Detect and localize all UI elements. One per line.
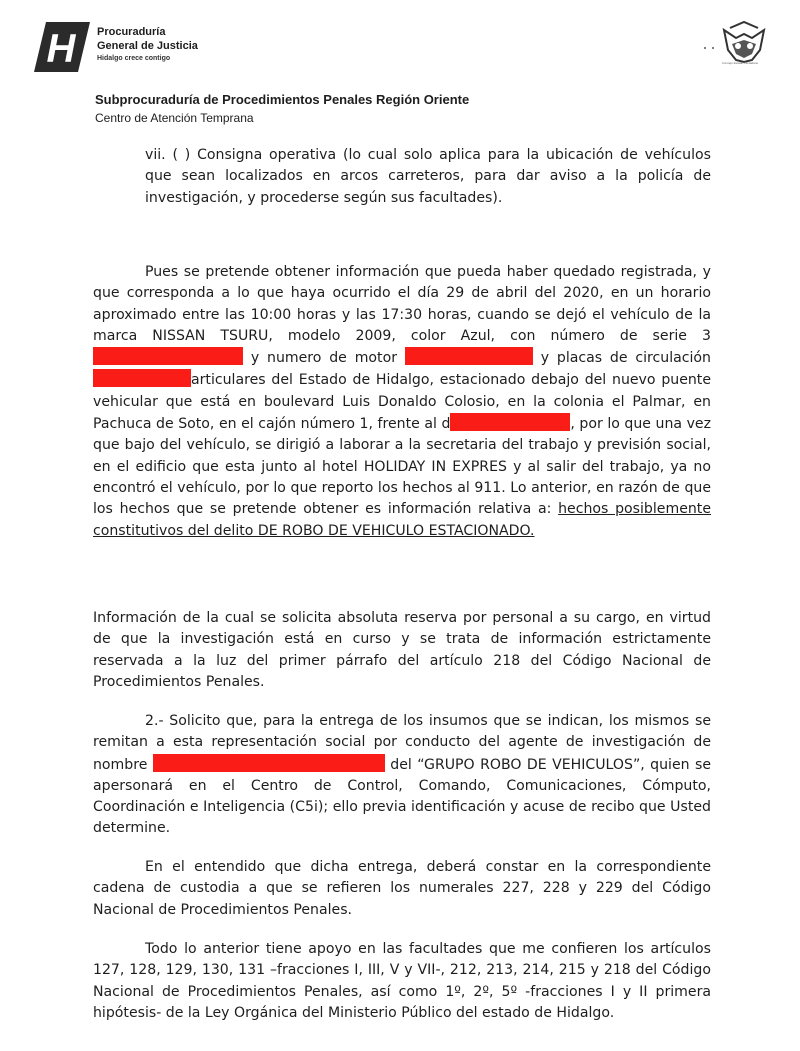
- center-name: Centro de Atención Temprana: [95, 111, 254, 125]
- logo-line3: Hidalgo crece contigo: [97, 55, 171, 62]
- paragraph-5: [93, 939, 711, 1024]
- state-seal-icon: [700, 20, 780, 80]
- paragraph-4-text: En el entendido que dicha entrega, deberá constar en la correspondiente cadena de custodia a que se refieren los numerales 227, 228 y 229 del Código Nacional de Procedimientos Penales.: [93, 859, 711, 918]
- paragraph-5-text: Todo lo anterior tiene apoyo en las facultades que me confieren los artículos 127, 128, 129, 130, 131 –fracciones I, III, V y VII-, 212, 213, 214, 215 y 218 del Código Nacional de Procedimientos Penales, así como 1º, 2º, 5º -fracciones I y II primera hipótesis- de la Ley Orgánica del Ministerio Público del estado de Hidalgo.: [93, 941, 711, 1021]
- p1-d: y placas de circulación: [540, 350, 711, 367]
- institution-logo: [34, 22, 304, 74]
- paragraph-4: [93, 857, 711, 921]
- p1-g: , por lo que una vez que bajo del vehículo, se dirigió a laborar a la secretaria del trabajo y previsión social, en el edificio que esta junto al hotel HOLIDAY IN EXPRES y al salir del trabajo, ya no encontró el vehículo, por lo que reporto los hechos al 911. Lo anterior, en razón de que los hechos que se pretende obtener es información relativa a:: [93, 416, 711, 518]
- p1-a: Pues se pretende obtener información que pueda haber quedado registrada, y que corresponda a lo que haya ocurrido el día 29 de abril del 2020, en un horario aproximado entre las 10:00 horas y las 17:30 horas, cuando se dejó el vehículo de la marca NISSAN TSURU, modelo 2009, color Azul, con número de serie: [93, 264, 711, 344]
- section-vii: [145, 145, 711, 209]
- paragraph-1-text: [93, 262, 711, 542]
- p3-a: 2.- Solicito que, para la entrega de los insumos que se indican, los mismos se remitan a esta representación social por conducto del agente de investigación de nombre: [93, 713, 711, 773]
- p1-location-prefix: d: [441, 416, 451, 433]
- p1-serial-prefix: 3: [702, 327, 711, 344]
- paragraph-1: [93, 262, 711, 542]
- p1-e: articulares del Estado de Hidalgo, estacionado debajo del nuevo puente vehicular que está en boulevard Luis Donaldo Colosio, en la colonia el Palmar, en Pachuca de Soto, en el cajón número 1, frente al: [93, 372, 711, 433]
- logo-letter: H: [46, 27, 76, 71]
- subprocuraduria-title: Subprocuraduría de Procedimientos Penales Región Oriente: [95, 92, 470, 107]
- paragraph-2-text: Información de la cual se solicita absoluta reserva por personal a su cargo, en virtud de que la investigación está en curso y se trata de información estrictamente reservada a la luz del primer párrafo del artículo 218 del Código Nacional de Procedimientos Penales.: [93, 610, 711, 690]
- h-logo-icon: [34, 22, 90, 72]
- section-vii-text: vii. ( ) Consigna operativa (lo cual solo aplica para la ubicación de vehículos que sean localizados en arcos carreteros, para dar aviso a la policía de investigación, y procederse según sus facultades).: [145, 147, 711, 206]
- logo-line1: Procuraduría: [97, 26, 166, 38]
- seal-caption: Consejo Estatal Ciudadano: [721, 61, 759, 65]
- redaction-location: [450, 413, 570, 431]
- redaction-motor: [405, 347, 533, 365]
- p1-c: y numero de motor: [250, 350, 397, 367]
- paragraph-3-text: [93, 711, 711, 840]
- redaction-agent-name: [153, 754, 385, 772]
- redaction-plates: [93, 369, 191, 387]
- p3-b: del “GRUPO ROBO DE VEHICULOS”, quien se apersonará en el Centro de Control, Comando, Comunicaciones, Cómputo, Coordinación e Inteligencia (C5i); ello previa identificación y acuse de recibo que Usted determine.: [93, 756, 712, 837]
- paragraph-3: [93, 711, 711, 840]
- logo-text: [97, 25, 198, 65]
- redaction-serial: [93, 347, 243, 365]
- paragraph-2: [93, 608, 711, 693]
- p1-crime-description: hechos posiblemente constitutivos del delito DE ROBO DE VEHICULO ESTACIONADO.: [93, 501, 711, 539]
- logo-line2: General de Justicia: [97, 40, 198, 52]
